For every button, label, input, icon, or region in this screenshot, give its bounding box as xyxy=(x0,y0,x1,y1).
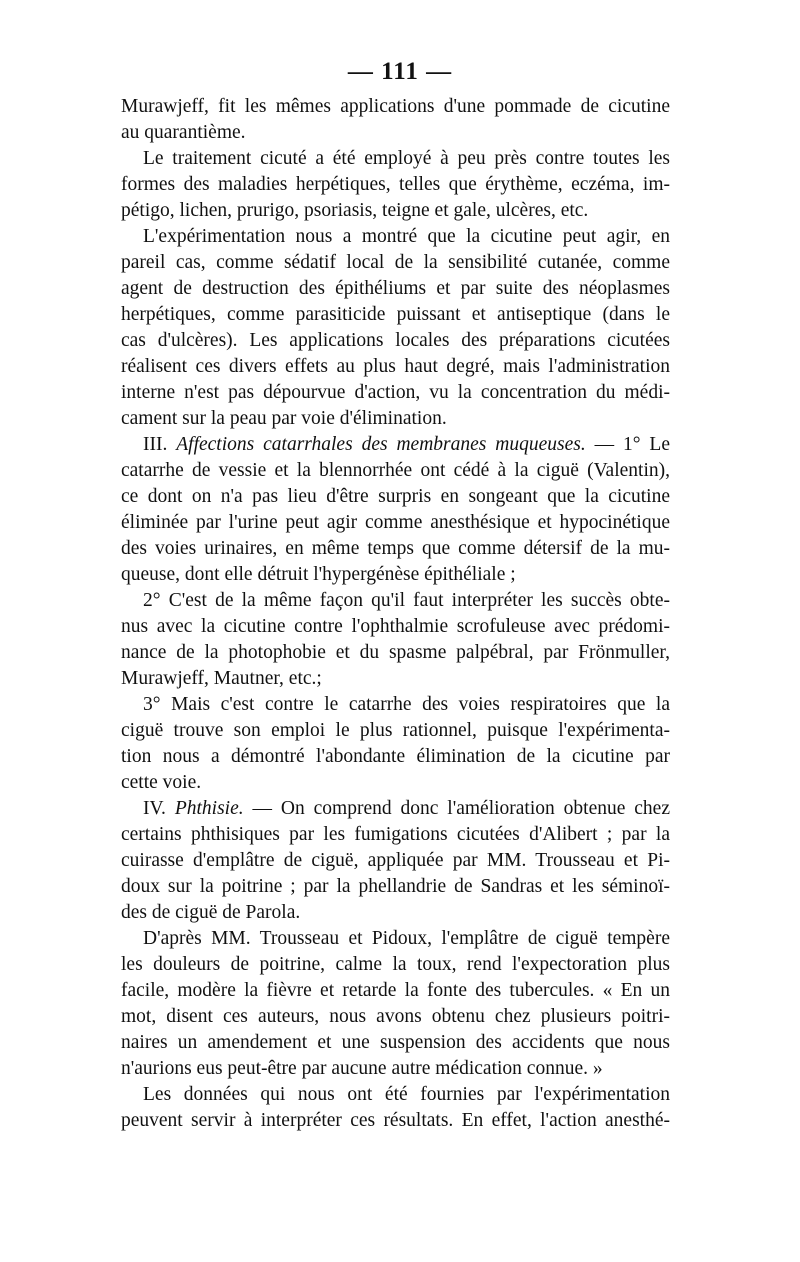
text-line: D'après MM. Trousseau et Pidoux, l'emplâtre de ciguë tempère xyxy=(143,928,670,949)
text-line: des de ciguë de Parola. xyxy=(121,902,301,923)
text-line: doux sur la poitrine ; par la phellandrie de Sandras et les séminoï- xyxy=(121,876,670,897)
text-line: L'expérimentation nous a montré que la cicutine peut agir, en xyxy=(143,226,670,247)
body-text xyxy=(121,94,670,1134)
text-line: cament sur la peau par voie d'élimination. xyxy=(121,408,447,429)
text-line: n'aurions eus peut-être par aucune autre médication connue. » xyxy=(121,1058,603,1079)
section-title: Phthisie. xyxy=(174,798,244,819)
section-lead: — 1° Le xyxy=(585,434,670,455)
text-line: ciguë trouve son emploi le plus rationnel, puisque l'expérimenta- xyxy=(121,720,670,741)
text-line: Les données qui nous ont été fournies par l'expérimentation xyxy=(143,1084,670,1105)
text-line: tion nous a démontré l'abondante élimination de la cicutine par xyxy=(121,746,670,767)
text-line: certains phthisiques par les fumigations cicutées d'Alibert ; par la xyxy=(121,824,670,845)
text-line: Murawjeff, Mautner, etc.; xyxy=(121,668,322,689)
section-lead: — On comprend donc l'amélioration obtenue chez xyxy=(243,798,670,819)
text-line: agent de destruction des épithéliums et par suite des néoplasmes xyxy=(121,278,670,299)
text-line: naires un amendement et une suspension des accidents que nous xyxy=(121,1032,670,1053)
text-line: des voies urinaires, en même temps que comme détersif de la mu- xyxy=(121,538,670,559)
text-line: interne n'est pas dépourvue d'action, vu la concentration du médi- xyxy=(121,382,670,403)
text-line: éliminée par l'urine peut agir comme anesthésique et hypocinétique xyxy=(121,512,670,533)
text-line: les douleurs de poitrine, calme la toux, rend l'expectoration plus xyxy=(121,954,670,975)
text-line: pétigo, lichen, prurigo, psoriasis, teigne et gale, ulcères, etc. xyxy=(121,200,589,221)
text-line: formes des maladies herpétiques, telles que érythème, eczéma, im- xyxy=(121,174,670,195)
text-line: Le traitement cicuté a été employé à peu près contre toutes les xyxy=(143,148,670,169)
text-line: pareil cas, comme sédatif local de la sensibilité cutanée, comme xyxy=(121,252,670,273)
text-line: 3° Mais c'est contre le catarrhe des voies respiratoires que la xyxy=(143,694,670,715)
section-number: III. xyxy=(143,434,177,455)
section-title: Affections catarrhales des membranes muqueuses. xyxy=(176,434,586,455)
text-line: catarrhe de vessie et la blennorrhée ont cédé à la ciguë (Valentin), xyxy=(121,460,670,481)
text-line: nus avec la cicutine contre l'ophthalmie scrofuleuse avec prédomi- xyxy=(121,616,670,637)
text-line xyxy=(121,796,670,822)
text-line: ce dont on n'a pas lieu d'être surpris en songeant que la cicutine xyxy=(121,486,670,507)
text-line: queuse, dont elle détruit l'hypergénèse épithéliale ; xyxy=(121,564,516,585)
text-line: Murawjeff, fit les mêmes applications d'une pommade de cicutine xyxy=(121,96,670,117)
text-line: cas d'ulcères). Les applications locales des préparations cicutées xyxy=(121,330,670,351)
text-line: mot, disent ces auteurs, nous avons obtenu chez plusieurs poitri- xyxy=(121,1006,670,1027)
section-number: IV. xyxy=(143,798,175,819)
text-line: réalisent ces divers effets au plus haut degré, mais l'administration xyxy=(121,356,670,377)
text-line: au quarantième. xyxy=(121,122,246,143)
text-line: cette voie. xyxy=(121,772,202,793)
text-line: facile, modère la fièvre et retarde la fonte des tubercules. « En un xyxy=(121,980,670,1001)
text-line: peuvent servir à interpréter ces résultats. En effet, l'action anesthé- xyxy=(121,1110,670,1131)
page-number-header: — 111 — xyxy=(347,58,453,85)
text-line: nance de la photophobie et du spasme palpébral, par Frönmuller, xyxy=(121,642,670,663)
text-line xyxy=(121,432,670,458)
text-line: herpétiques, comme parasiticide puissant et antiseptique (dans le xyxy=(121,304,670,325)
text-line: cuirasse d'emplâtre de ciguë, appliquée par MM. Trousseau et Pi- xyxy=(121,850,670,871)
text-line: 2° C'est de la même façon qu'il faut interpréter les succès obte- xyxy=(143,590,670,611)
